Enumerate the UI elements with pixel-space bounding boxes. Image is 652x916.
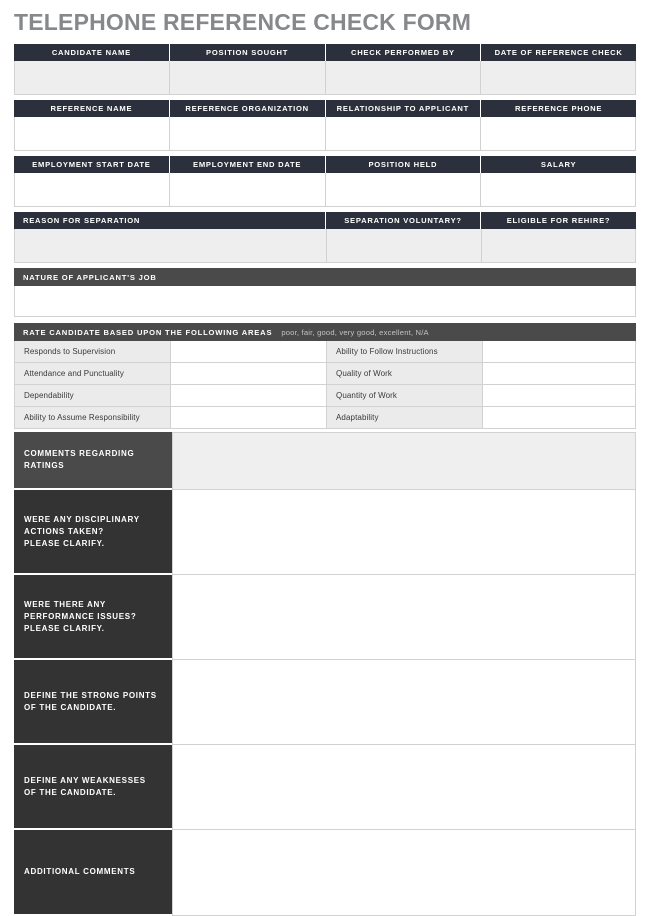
header-reference-name: REFERENCE NAME (14, 100, 170, 117)
comment-field[interactable] (172, 490, 636, 575)
ratings-scale-legend: poor, fair, good, very good, excellent, N/A (281, 327, 429, 337)
comment-label: ADDITIONAL COMMENTS (14, 830, 172, 916)
rating-field-dependability[interactable] (171, 385, 327, 406)
rating-label-adaptability: Adaptability (327, 407, 483, 428)
rating-label-quality-of-work: Quality of Work (327, 363, 483, 384)
field-nature-of-job[interactable] (14, 286, 636, 317)
comment-label: COMMENTS REGARDING RATINGS (14, 432, 172, 490)
rating-field-attendance-and-punctuality[interactable] (171, 363, 327, 384)
rating-field-quality-of-work[interactable] (483, 363, 635, 384)
comment-label: DEFINE ANY WEAKNESSES OF THE CANDIDATE. (14, 745, 172, 830)
employment-header-row (14, 156, 636, 173)
rating-field-quantity-of-work[interactable] (483, 385, 635, 406)
comment-label: DEFINE THE STRONG POINTS OF THE CANDIDATE. (14, 660, 172, 745)
rating-label-dependability: Dependability (15, 385, 171, 406)
header-employment-end-date: EMPLOYMENT END DATE (170, 156, 326, 173)
rating-row (14, 341, 636, 363)
field-position-held[interactable] (326, 173, 481, 206)
rating-field-responds-to-supervision[interactable] (171, 341, 327, 362)
comment-field[interactable] (172, 575, 636, 660)
field-position-sought[interactable] (170, 61, 325, 94)
field-check-performed-by[interactable] (326, 61, 481, 94)
rating-row (14, 407, 636, 429)
header-check-performed-by: CHECK PERFORMED BY (326, 44, 482, 61)
field-date-of-reference-check[interactable] (481, 61, 635, 94)
field-reference-phone[interactable] (481, 117, 635, 150)
header-relationship-to-applicant: RELATIONSHIP TO APPLICANT (326, 100, 482, 117)
form-table (14, 44, 636, 916)
candidate-header-row (14, 44, 636, 61)
comment-label: WERE THERE ANY PERFORMANCE ISSUES? PLEASE CLARIFY. (14, 575, 172, 660)
header-separation-voluntary: SEPARATION VOLUNTARY? (326, 212, 481, 229)
reference-header-row (14, 100, 636, 117)
rating-field-ability-to-assume-responsibility[interactable] (171, 407, 327, 428)
field-employment-start-date[interactable] (15, 173, 170, 206)
header-reason-for-separation: REASON FOR SEPARATION (14, 212, 326, 229)
header-date-of-reference-check: DATE OF REFERENCE CHECK (494, 47, 623, 57)
field-reference-organization[interactable] (170, 117, 325, 150)
field-reference-name[interactable] (15, 117, 170, 150)
header-reference-organization: REFERENCE ORGANIZATION (170, 100, 326, 117)
ratings-banner (14, 323, 636, 341)
comment-block (14, 490, 636, 575)
comment-label: WERE ANY DISCIPLINARY ACTIONS TAKEN? PLEASE CLARIFY. (14, 490, 172, 575)
field-separation-voluntary[interactable] (327, 229, 482, 262)
comment-block (14, 745, 636, 830)
employment-input-row (14, 173, 636, 207)
comment-field[interactable] (172, 432, 636, 490)
header-reference-phone: REFERENCE PHONE (515, 103, 603, 113)
rating-row (14, 385, 636, 407)
header-position-held: POSITION HELD (326, 156, 482, 173)
rating-label-attendance-and-punctuality: Attendance and Punctuality (15, 363, 171, 384)
field-employment-end-date[interactable] (170, 173, 325, 206)
rating-field-ability-to-follow-instructions[interactable] (483, 341, 635, 362)
reference-input-row (14, 117, 636, 151)
nature-of-job-banner (14, 268, 636, 286)
candidate-input-row (14, 61, 636, 95)
rating-row (14, 363, 636, 385)
comment-field[interactable] (172, 745, 636, 830)
header-employment-start-date: EMPLOYMENT START DATE (14, 156, 170, 173)
field-relationship-to-applicant[interactable] (326, 117, 481, 150)
rating-field-adaptability[interactable] (483, 407, 635, 428)
header-candidate-name: CANDIDATE NAME (14, 44, 170, 61)
comment-blocks (14, 432, 636, 916)
separation-header-row (14, 212, 636, 229)
field-reason-for-separation[interactable] (15, 229, 327, 262)
comment-block (14, 660, 636, 745)
rating-label-quantity-of-work: Quantity of Work (327, 385, 483, 406)
field-eligible-for-rehire[interactable] (482, 229, 635, 262)
comment-field[interactable] (172, 660, 636, 745)
separation-input-row (14, 229, 636, 263)
field-candidate-name[interactable] (15, 61, 170, 94)
header-salary: SALARY (540, 159, 577, 169)
comment-block (14, 575, 636, 660)
comment-field[interactable] (172, 830, 636, 916)
nature-of-job-label: NATURE OF APPLICANT'S JOB (23, 272, 157, 282)
page-title: TELEPHONE REFERENCE CHECK FORM (14, 9, 472, 35)
ratings-label: RATE CANDIDATE BASED UPON THE FOLLOWING AREAS (23, 327, 273, 337)
rating-label-ability-to-follow-instructions: Ability to Follow Instructions (327, 341, 483, 362)
rating-label-ability-to-assume-responsibility: Ability to Assume Responsibility (15, 407, 171, 428)
comment-block (14, 432, 636, 490)
header-eligible-for-rehire: ELIGIBLE FOR REHIRE? (506, 215, 611, 225)
field-salary[interactable] (481, 173, 635, 206)
comment-block (14, 830, 636, 916)
rating-label-responds-to-supervision: Responds to Supervision (15, 341, 171, 362)
header-position-sought: POSITION SOUGHT (170, 44, 326, 61)
